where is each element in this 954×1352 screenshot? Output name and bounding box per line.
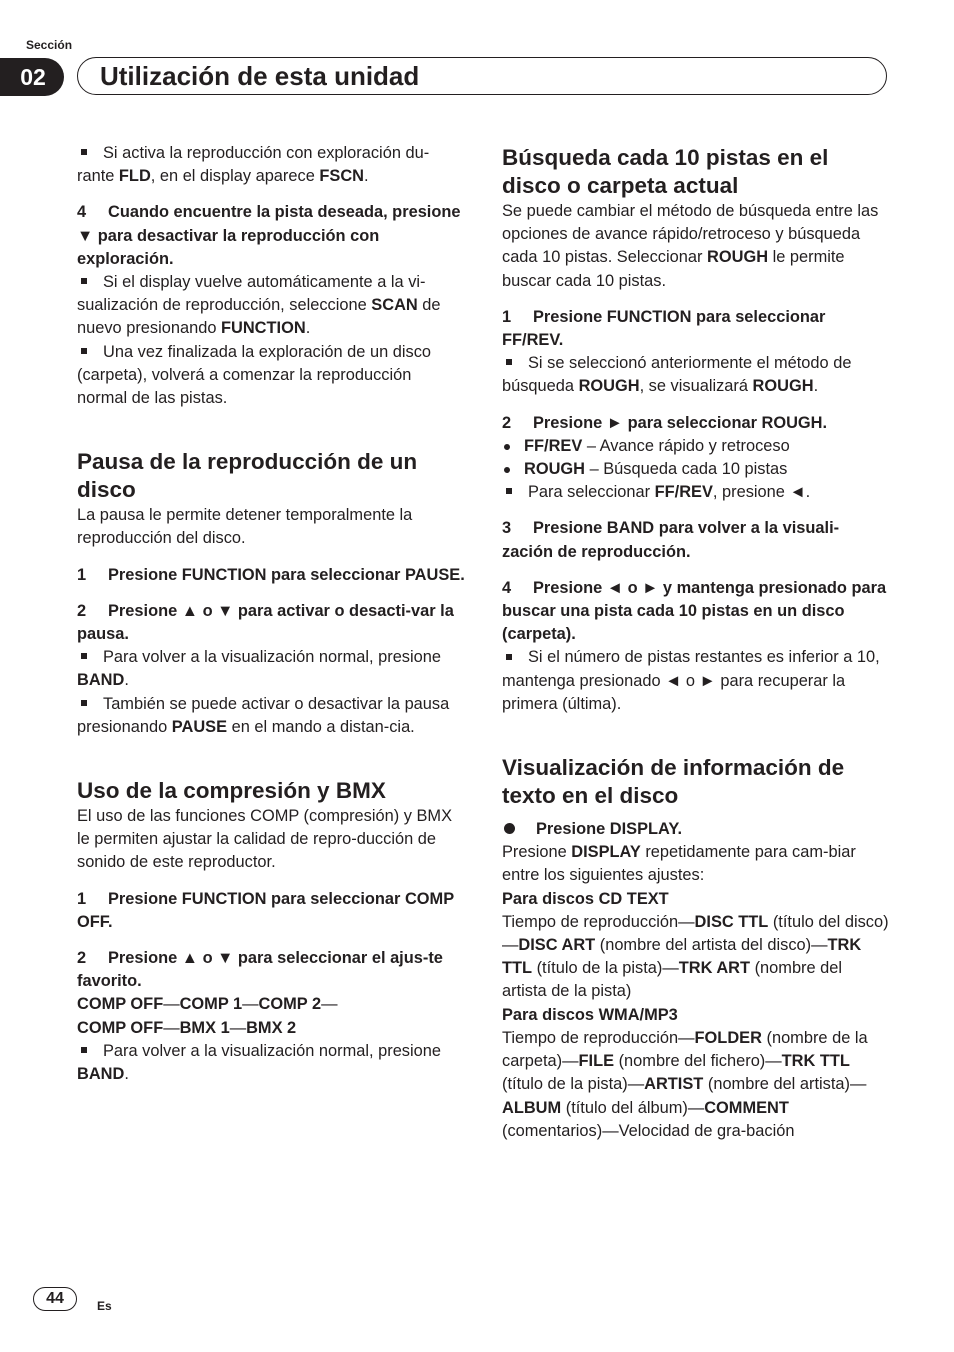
square-bullet-icon bbox=[81, 700, 87, 706]
pausa-note-band: Para volver a la visualización normal, presione BAND. bbox=[77, 648, 441, 690]
square-bullet-icon bbox=[81, 653, 87, 659]
busqueda-note-rough: Si se seleccionó anteriormente el método de búsqueda ROUGH, se visualizará ROUGH. bbox=[502, 354, 852, 396]
page-number: 44 bbox=[33, 1287, 77, 1311]
square-bullet-icon bbox=[81, 348, 87, 354]
busqueda-intro: Se puede cambiar el método de búsqueda entre las opciones de avance rápido/retroceso y búsqueda cada 10 pistas. Seleccionar ROUGH le permite buscar cada 10 pistas. bbox=[502, 202, 879, 290]
heading-pausa: Pausa de la reproducción de un disco bbox=[77, 449, 418, 503]
note-scan: Si el display vuelve automáticamente a la vi-sualización de reproducción, seleccione SCAN de nuevo presionando FUNCTION. bbox=[77, 273, 441, 338]
busqueda-step-4: 4 Presione ◄ o ► y mantenga presionado para buscar una pista cada 10 pistas en un disco (carpeta). bbox=[502, 578, 887, 644]
texto-intro: Presione DISPLAY repetidamente para cam-biar entre los siguientes ajustes: bbox=[502, 843, 856, 885]
note-fld-fscn: Si activa la reproducción con exploración du-rante FLD, en el display aparece FSCN. bbox=[77, 144, 430, 186]
busqueda-step-2: 2 Presione ► para seleccionar ROUGH. bbox=[502, 413, 828, 432]
wma-mp3-sequence: Tiempo de reproducción—FOLDER (nombre de la carpeta)—FILE (nombre del fichero)—TRK TTL (título de la pista)—ARTIST (nombre del artista)—ALBUM (título del álbum)—COMMENT (comentarios)—Velocidad de gra-bación bbox=[502, 1028, 868, 1140]
option-rough: ROUGH – Búsqueda cada 10 pistas bbox=[502, 458, 890, 481]
heading-busqueda: Búsqueda cada 10 pistas en el disco o carpeta actual bbox=[502, 145, 829, 198]
language-label: Es bbox=[97, 1299, 112, 1313]
busqueda-note-ffrev: Para seleccionar FF/REV, presione ◄. bbox=[502, 481, 890, 504]
busqueda-step-1: 1 Presione FUNCTION para seleccionar FF/REV. bbox=[502, 307, 826, 350]
step-4: 4 Cuando encuentre la pista deseada, presione ▼ para desactivar la reproducción con exploración. bbox=[77, 203, 461, 268]
section-number-badge: 02 bbox=[0, 58, 64, 96]
square-bullet-icon bbox=[81, 149, 87, 155]
comp-step-2: 2 Presione ▲ o ▼ para seleccionar el ajus-te favorito. bbox=[77, 949, 443, 991]
square-bullet-icon bbox=[81, 1047, 87, 1053]
square-bullet-icon bbox=[81, 278, 87, 284]
comp-sequence-2: COMP OFF—BMX 1—BMX 2 bbox=[77, 1018, 297, 1037]
pausa-note-remote: También se puede activar o desactivar la pausa presionando PAUSE en el mando a distan-cia. bbox=[77, 694, 450, 736]
comp-sequence-1: COMP OFF—COMP 1—COMP 2— bbox=[77, 995, 338, 1014]
left-column bbox=[77, 142, 465, 1086]
pausa-intro: La pausa le permite detener temporalmente la reproducción del disco. bbox=[77, 506, 413, 548]
cd-text-label: Para discos CD TEXT bbox=[502, 889, 669, 908]
cd-text-sequence: Tiempo de reproducción—DISC TTL (título del disco)—DISC ART (nombre del artista del disco)—TRK TTL (título de la pista)—TRK ART (nombre del artista de la pista) bbox=[502, 912, 889, 1001]
square-bullet-icon bbox=[506, 488, 512, 494]
heading-compresion: Uso de la compresión y BMX bbox=[77, 778, 386, 804]
comp-note-band: Para volver a la visualización normal, presione BAND. bbox=[77, 1041, 441, 1084]
busqueda-note-remaining: Si el número de pistas restantes es inferior a 10, mantenga presionado ◄ o ► para recuperar la primera (última). bbox=[502, 648, 880, 713]
compresion-intro: El uso de las funciones COMP (compresión) y BMX le permiten ajustar la calidad de repro-ducción de sonido de este reproductor. bbox=[77, 807, 453, 872]
heading-texto: Visualización de información de texto en el disco bbox=[502, 755, 845, 809]
right-column bbox=[502, 144, 890, 1143]
square-bullet-icon bbox=[506, 654, 512, 660]
wma-mp3-label: Para discos WMA/MP3 bbox=[502, 1005, 678, 1024]
pausa-step-1: 1 Presione FUNCTION para seleccionar PAUSE. bbox=[77, 565, 465, 584]
step-dot-icon bbox=[504, 823, 515, 834]
page-title: Utilización de esta unidad bbox=[100, 61, 420, 91]
square-bullet-icon bbox=[506, 359, 512, 365]
note-end-of-scan: Una vez finalizada la exploración de un disco (carpeta), volverá a comenzar la reproducción normal de las pistas. bbox=[77, 342, 432, 408]
comp-step-1: 1 Presione FUNCTION para seleccionar COMP OFF. bbox=[77, 889, 454, 931]
bullet-dot-icon bbox=[504, 444, 510, 450]
texto-step: Presione DISPLAY. bbox=[502, 818, 890, 841]
section-label: Sección bbox=[26, 38, 73, 52]
pausa-step-2: 2 Presione ▲ o ▼ para activar o desacti-var la pausa. bbox=[77, 601, 454, 644]
bullet-dot-icon bbox=[504, 467, 510, 473]
option-ffrev: FF/REV – Avance rápido y retroceso bbox=[502, 435, 890, 458]
busqueda-step-3: 3 Presione BAND para volver a la visuali-zación de reproducción. bbox=[502, 519, 840, 561]
